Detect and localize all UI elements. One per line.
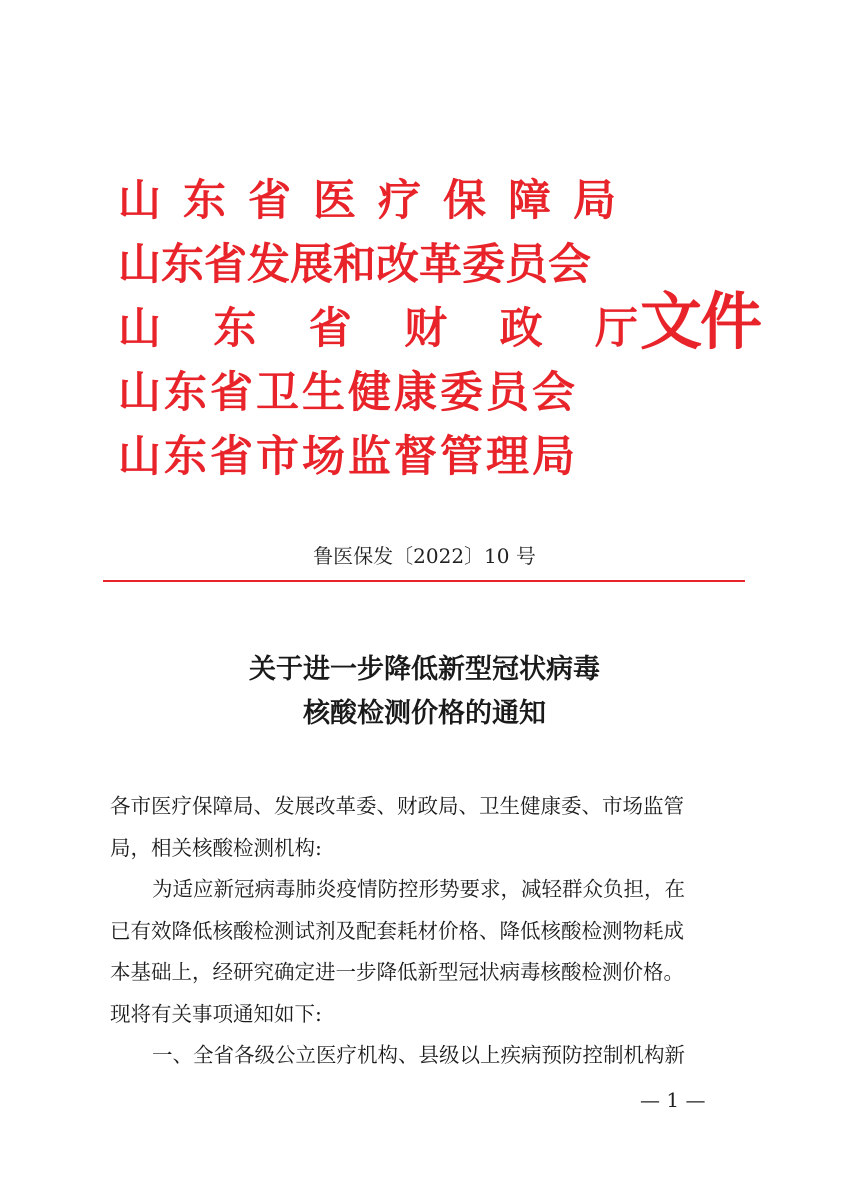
- document-title: [0, 648, 849, 736]
- issuer-name: 山东省卫生健康委员会: [118, 368, 578, 418]
- document-number: 鲁医保发〔2022〕10 号: [313, 544, 536, 568]
- issuer-block: [118, 176, 638, 496]
- red-divider-line: [103, 580, 745, 582]
- document-body: [110, 786, 740, 1077]
- paragraph-line: 现将有关事项通知如下:: [110, 1001, 322, 1026]
- paragraph-line: 已有效降低核酸检测试剂及配套耗材价格、降低核酸检测物耗成: [110, 918, 684, 943]
- issuer-name: 山 东 省 财 政 厅: [118, 304, 638, 354]
- salutation-line: 各市医疗保障局、发展改革委、财政局、卫生健康委、市场监管: [110, 794, 684, 818]
- paragraph-line: 为适应新冠病毒肺炎疫情防控形势要求，减轻群众负担，在: [152, 877, 685, 901]
- issuer-name: 山东省发展和改革委员会: [118, 240, 591, 290]
- paragraph-line: 本基础上，经研究确定进一步降低新型冠状病毒核酸检测价格。: [110, 960, 684, 984]
- issuer-name: 山东省医疗保障局: [118, 176, 638, 226]
- paragraph-line: 一、全省各级公立医疗机构、县级以上疾病预防控制机构新: [152, 1043, 685, 1067]
- salutation-line: 局，相关核酸检测机构:: [110, 835, 322, 860]
- document-type-suffix: 文件: [640, 285, 761, 358]
- page-number: — 1 —: [640, 1088, 706, 1112]
- issuer-name: 山东省市场监督管理局: [118, 432, 578, 482]
- title-line: 关于进一步降低新型冠状病毒: [249, 654, 600, 685]
- title-line: 核酸检测价格的通知: [303, 698, 546, 729]
